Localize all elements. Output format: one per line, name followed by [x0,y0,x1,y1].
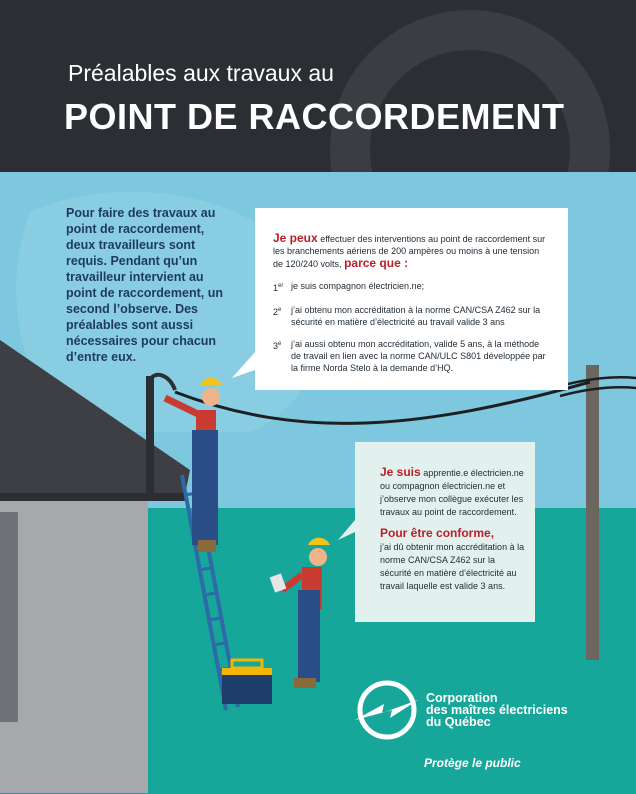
organization-name: Corporation des maîtres électriciens du Québec [426,691,568,729]
title-line-1: Préalables aux travaux au [68,60,334,86]
cmeq-logo-icon [355,683,418,737]
house-window [0,512,18,722]
bubble2-second-lead: Pour être conforme, [380,526,495,540]
speech-bubble-worker-2 [355,442,535,622]
utility-pole [586,365,599,660]
bubble1-because: parce que : [344,256,409,270]
worker-on-ground [270,538,330,688]
bubble2-second-text: j’ai dû obtenir mon accréditation à la norme CAN/CSA Z462 sur la sécurité en matière d’électricité au travail laquelle est valide 3 ans. [380,542,525,591]
service-mast [146,376,154,496]
bubble-tail-2 [338,520,355,540]
house-gutter [0,493,185,501]
title-line-2: POINT DE RACCORDEMENT [64,96,565,137]
tagline: Protège le public [424,756,521,770]
bubble2-lead-text: apprentie.e électricien.ne ou compagnon électricien.ne et j’observe mon collègue exécuter les travaux au point de raccordement. [380,468,524,517]
bubble1-lead: Je peux [273,231,318,245]
bubble2-lead: Je suis [380,465,421,479]
requirement-item: 2e j’ai obtenu mon accréditation à la norme CAN/CSA Z462 sur la sécurité en matière d’électricité au travail valide 3 ans [273,305,541,327]
requirement-item: 3e j’ai aussi obtenu mon accréditation, valide 5 ans, à la méthode de travail en lien avec la norme CAN/ULC S801 développée par la firme Norda Stelo à la demande d’HQ. [273,339,546,373]
bubble1-lead-text: effectuer des interventions au point de raccordement sur les branchements aériens de 200 ampères ou moins à une tension de 120/240 volts, [273,234,546,269]
house-wall [0,493,148,793]
speech-bubble-worker-1 [255,208,568,390]
intro-paragraph: Pour faire des travaux au point de raccordement, deux travailleurs sont requis. Pendant qu’un travailleur intervient au point de raccordement, un second l’observe. Des préalables sont aussi nécessaires pour chacun d’entre eux. [66,206,223,364]
requirement-item: 1er je suis compagnon électricien.ne; [273,281,425,293]
